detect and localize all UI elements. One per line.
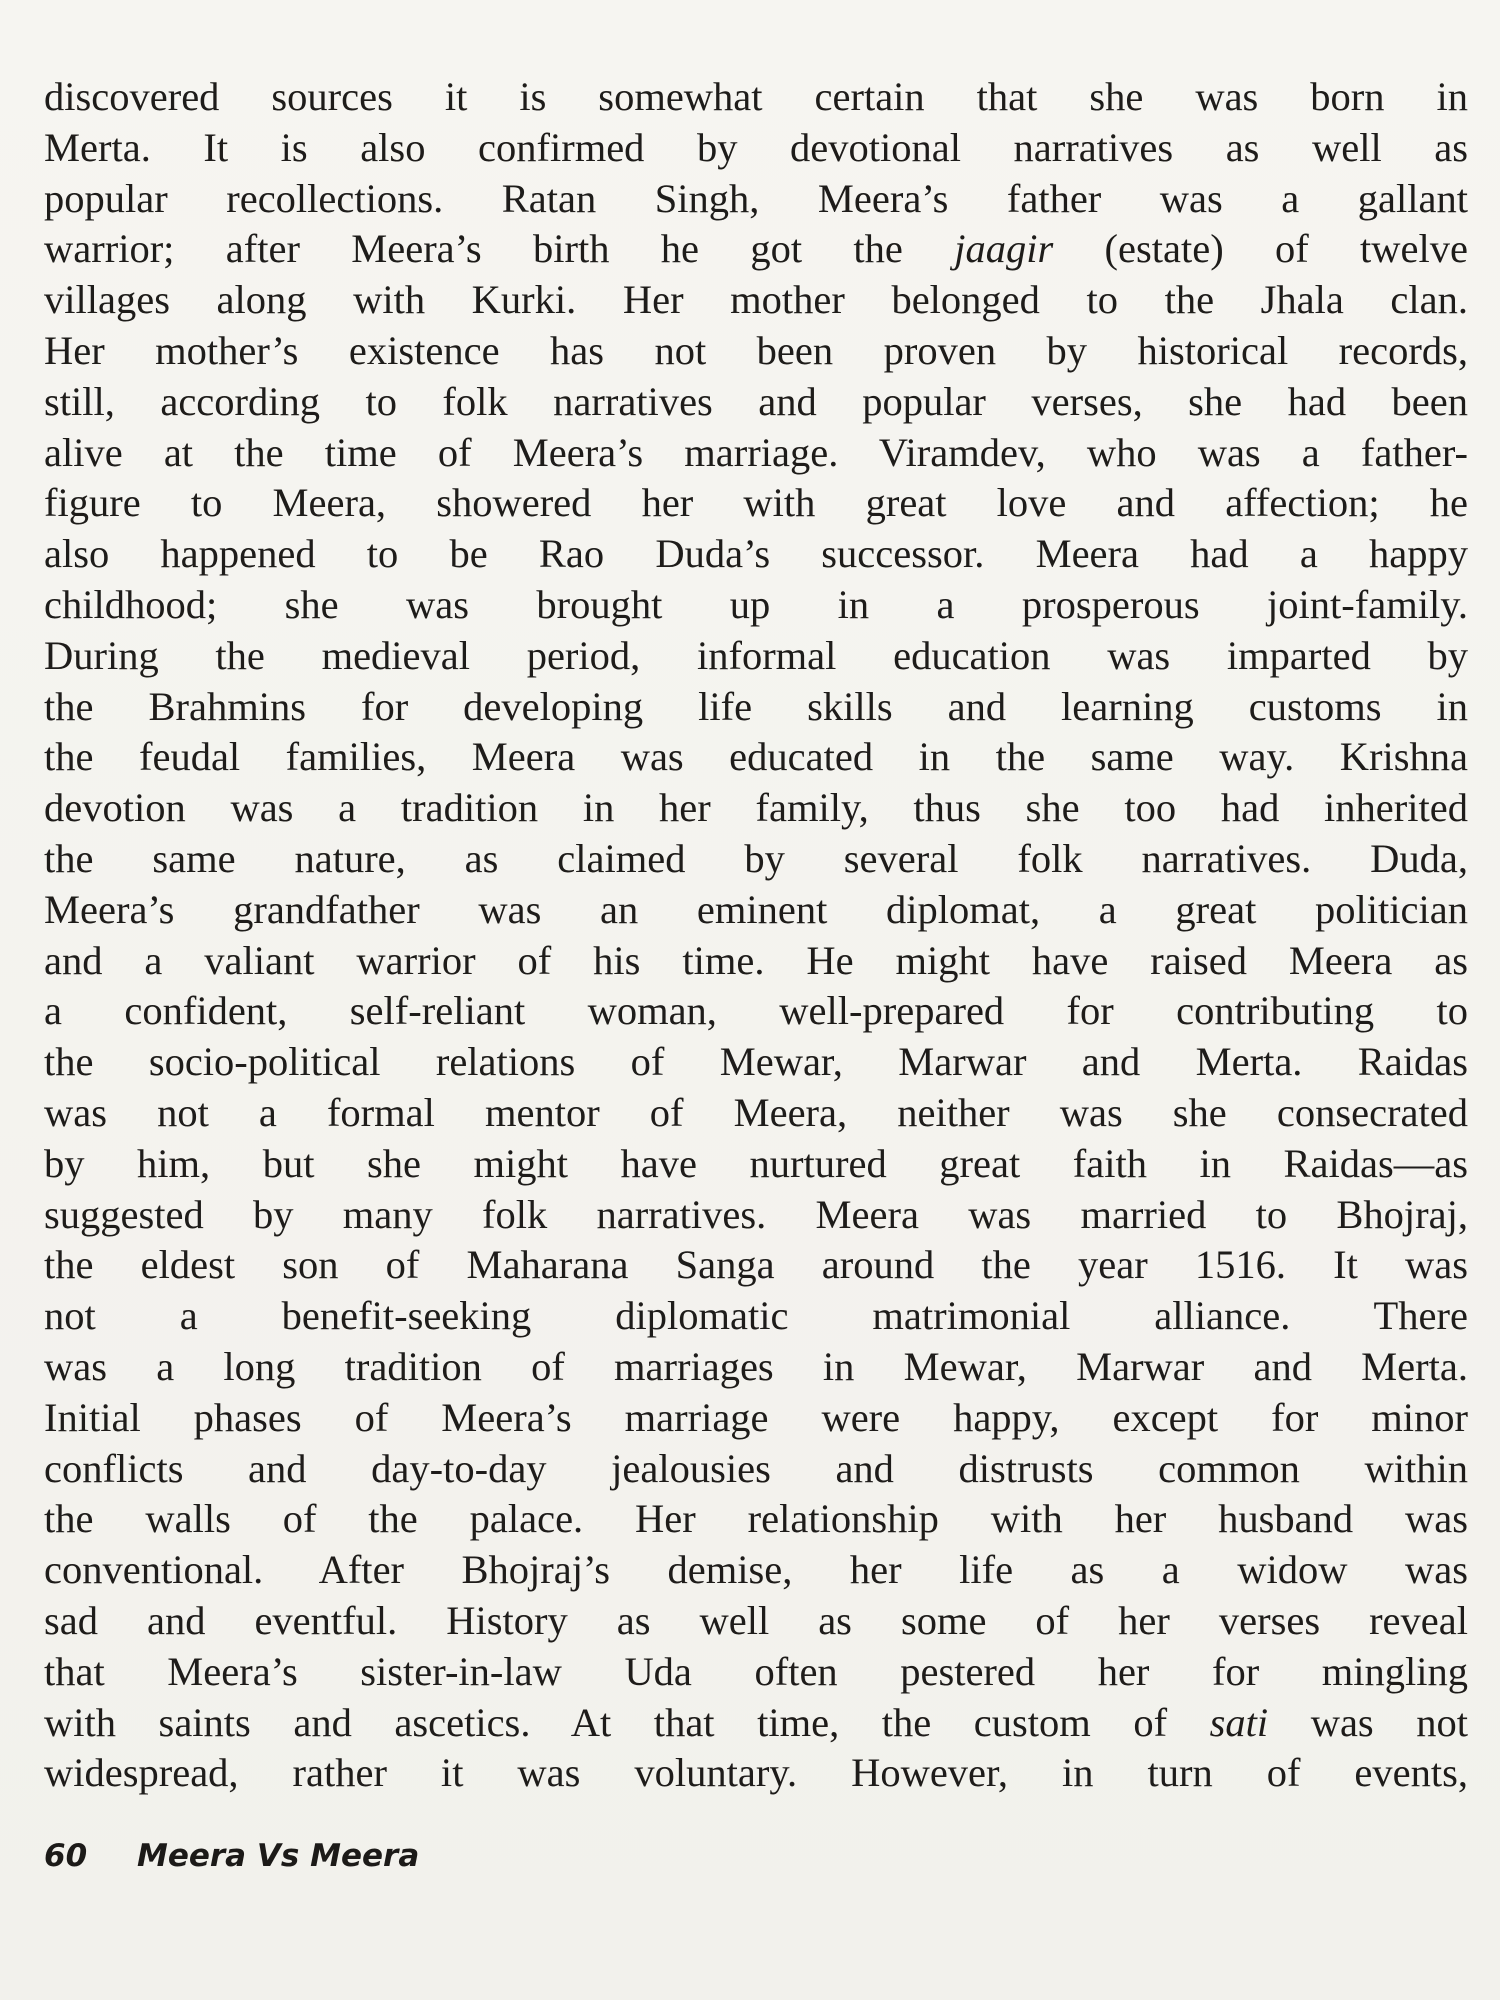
text-line	[44, 224, 1468, 275]
page-footer	[44, 1838, 419, 1874]
text-line	[44, 1748, 1468, 1799]
line-segment: not a benefit-seeking diplomatic matrimonial alliance. There	[44, 1293, 1468, 1339]
line-segment: the walls of the palace. Her relationship with her husband was	[44, 1496, 1468, 1542]
text-line	[44, 478, 1468, 529]
line-segment: suggested by many folk narratives. Meera was married to Bhojraj,	[44, 1191, 1468, 1237]
text-line	[44, 1342, 1468, 1393]
running-title: Meera Vs Meera	[137, 1838, 420, 1874]
text-line	[44, 326, 1468, 377]
line-segment: the socio-political relations of Mewar, Marwar and Merta. Raidas	[44, 1039, 1468, 1085]
line-segment: the Brahmins for developing life skills and learning customs in	[44, 683, 1468, 729]
text-line	[44, 783, 1468, 834]
line-segment: the eldest son of Maharana Sanga around the year 1516. It was	[44, 1242, 1468, 1288]
line-segment: with saints and ascetics. At that time, the custom of	[44, 1699, 1210, 1745]
text-line	[44, 377, 1468, 428]
line-segment: During the medieval period, informal education was imparted by	[44, 632, 1468, 678]
text-line	[44, 936, 1468, 987]
text-line	[44, 580, 1468, 631]
line-segment: sad and eventful. History as well as some of her verses reveal	[44, 1597, 1468, 1643]
line-segment: also happened to be Rao Duda’s successor. Meera had a happy	[44, 531, 1468, 577]
text-line	[44, 1088, 1468, 1139]
line-segment: was not	[1268, 1699, 1468, 1745]
text-line	[44, 529, 1468, 580]
text-line	[44, 1037, 1468, 1088]
text-line	[44, 275, 1468, 326]
line-segment: childhood; she was brought up in a prosperous joint-family.	[44, 581, 1468, 627]
line-segment: popular recollections. Ratan Singh, Meera’s father was a gallant	[44, 175, 1468, 221]
line-segment: was not a formal mentor of Meera, neither was she consecrated	[44, 1089, 1468, 1135]
line-segment: Meera’s grandfather was an eminent diplomat, a great politician	[44, 886, 1468, 932]
line-segment: warrior; after Meera’s birth he got the	[44, 226, 955, 272]
text-line	[44, 1444, 1468, 1495]
line-segment: the same nature, as claimed by several folk narratives. Duda,	[44, 835, 1468, 881]
text-line	[44, 1393, 1468, 1444]
text-line	[44, 885, 1468, 936]
text-line	[44, 1647, 1468, 1698]
line-segment: Her mother’s existence has not been proven by historical records,	[44, 327, 1468, 373]
line-segment: (estate) of twelve	[1053, 226, 1468, 272]
text-line	[44, 834, 1468, 885]
line-segment: alive at the time of Meera’s marriage. Viramdev, who was a father-	[44, 429, 1468, 475]
text-line	[44, 1545, 1468, 1596]
line-segment: widespread, rather it was voluntary. However, in turn of events,	[44, 1750, 1468, 1796]
text-line	[44, 732, 1468, 783]
line-segment: villages along with Kurki. Her mother belonged to the Jhala clan.	[44, 277, 1468, 323]
line-segment: Merta. It is also confirmed by devotional narratives as well as	[44, 124, 1468, 170]
line-segment: by him, but she might have nurtured great faith in Raidas—as	[44, 1140, 1468, 1186]
line-segment: Initial phases of Meera’s marriage were happy, except for minor	[44, 1394, 1468, 1440]
italic-term: sati	[1209, 1699, 1269, 1745]
text-line	[44, 1494, 1468, 1545]
text-line	[44, 428, 1468, 479]
text-line	[44, 174, 1468, 225]
page-number: 60	[44, 1838, 88, 1874]
text-line	[44, 72, 1468, 123]
body-text	[44, 72, 1468, 1799]
italic-term: jaagir	[954, 226, 1054, 272]
line-segment: conflicts and day-to-day jealousies and distrusts common within	[44, 1445, 1468, 1491]
line-segment: a confident, self-reliant woman, well-prepared for contributing to	[44, 988, 1468, 1034]
text-line	[44, 682, 1468, 733]
line-segment: and a valiant warrior of his time. He might have raised Meera as	[44, 937, 1468, 983]
text-line	[44, 1139, 1468, 1190]
text-line	[44, 631, 1468, 682]
line-segment: discovered sources it is somewhat certain that she was born in	[44, 74, 1468, 119]
text-line	[44, 123, 1468, 174]
text-line	[44, 1698, 1468, 1749]
text-line	[44, 1596, 1468, 1647]
text-line	[44, 1291, 1468, 1342]
line-segment: conventional. After Bhojraj’s demise, her life as a widow was	[44, 1547, 1468, 1593]
line-segment: still, according to folk narratives and popular verses, she had been	[44, 378, 1468, 424]
line-segment: that Meera’s sister-in-law Uda often pestered her for mingling	[44, 1648, 1468, 1694]
text-line	[44, 986, 1468, 1037]
line-segment: devotion was a tradition in her family, thus she too had inherited	[44, 785, 1468, 831]
text-line	[44, 1240, 1468, 1291]
line-segment: was a long tradition of marriages in Mewar, Marwar and Merta.	[44, 1343, 1468, 1389]
text-line	[44, 1190, 1468, 1241]
line-segment: figure to Meera, showered her with great love and affection; he	[44, 480, 1468, 526]
line-segment: the feudal families, Meera was educated in the same way. Krishna	[44, 734, 1468, 780]
